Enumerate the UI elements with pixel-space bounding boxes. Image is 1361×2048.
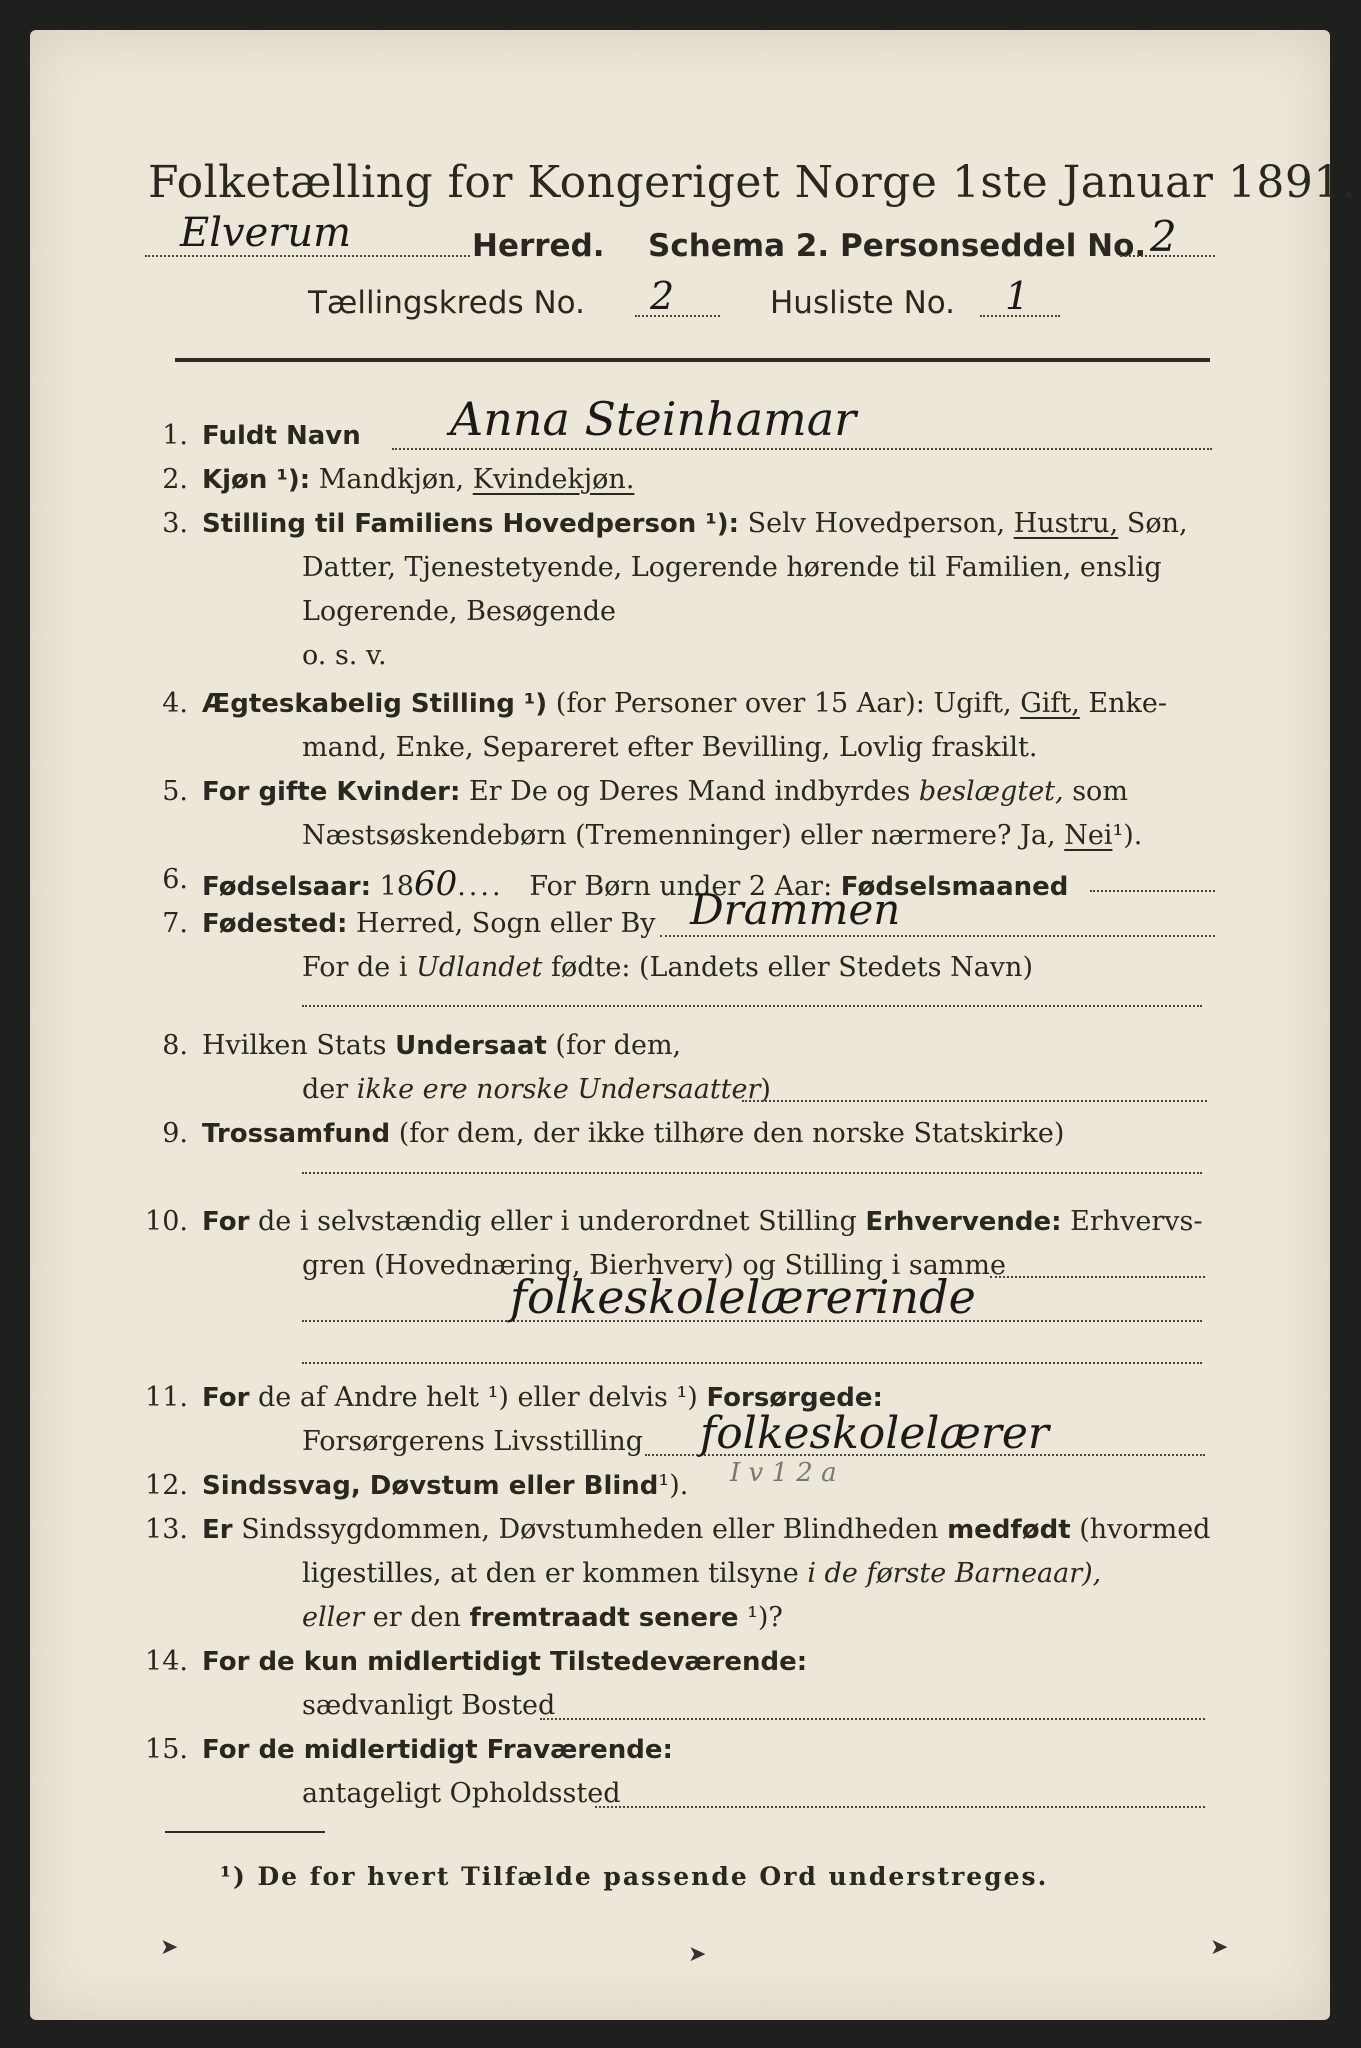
congenital-line3 <box>302 1602 783 1633</box>
birthyear-row: Fødselsaar: 1860.... For Børn under 2 Aar: Fødselsmaaned <box>202 864 1069 904</box>
disability-label: Sindssvag, Døvstum eller Blind <box>202 1471 659 1501</box>
kreds-value: 2 <box>650 274 675 318</box>
item-label <box>202 420 361 451</box>
gender-label: Kjøn ¹): <box>202 465 311 495</box>
under2-label: For Børn under 2 Aar: <box>529 871 833 902</box>
support-text: de af Andre helt ¹) eller delvis ¹) <box>258 1382 698 1413</box>
birthyear-prefix: 18 <box>379 871 414 902</box>
marital-text2: Enke- <box>1088 688 1167 719</box>
punch-mark-icon: ➤ <box>160 1935 179 1960</box>
temp-absent-row <box>202 1734 673 1765</box>
kinship-question: Næstsøskendebørn (Tremenninger) eller nærmere? Ja, <box>302 820 1056 851</box>
herred-value: Elverum <box>180 210 352 256</box>
disability-footref: ¹). <box>658 1470 689 1501</box>
occupation-line-c <box>302 1362 1202 1364</box>
congenital-er: Er <box>202 1515 233 1545</box>
birthmonth-line <box>1090 890 1215 892</box>
occupation-line2: gren (Hovednæring, Bierhverv) og Stilling i samme <box>302 1250 1007 1281</box>
congenital-italic: i de første Barneaar), <box>807 1558 1102 1589</box>
citizenship-line <box>742 1100 1207 1102</box>
foreign-line <box>302 1005 1202 1007</box>
congenital-text: Sindssygdommen, Døvstumheden eller Blindheden <box>241 1514 939 1545</box>
birthmonth-label: Fødselsmaaned <box>840 872 1069 902</box>
form-title: Folketælling for Kongeriget Norge 1ste Januar 1891. <box>148 157 1357 208</box>
congenital-label: medfødt <box>947 1515 1071 1545</box>
foreign-italic: Udlandet <box>416 952 543 983</box>
kinship-row <box>202 776 1128 807</box>
congenital-text2: (hvormed <box>1079 1514 1211 1545</box>
gender-female-underlined: Kvindekjøn. <box>472 464 635 495</box>
census-form-sheet <box>30 30 1357 2020</box>
item-number: 1. <box>162 420 188 451</box>
relation-text2: Søn, <box>1126 508 1188 539</box>
congenital-text3: ligestilles, at den er kommen tilsyne <box>302 1558 799 1589</box>
marital-text: (for Personer over 15 Aar): Ugift, <box>555 688 1012 719</box>
item-number: 9. <box>162 1118 188 1149</box>
marital-label: Ægteskabelig Stilling ¹) <box>202 689 548 719</box>
occupation-text2: Erhvervs- <box>1070 1206 1203 1237</box>
relation-line2: Datter, Tjenestetyende, Logerende hørende til Familien, enslig <box>302 552 1162 583</box>
item-number: 2. <box>162 464 188 495</box>
support-label: Forsørgede: <box>706 1383 883 1413</box>
congenital-later-label: fremtraadt senere <box>469 1603 739 1633</box>
congenital-footref: ¹)? <box>747 1602 783 1633</box>
item-number: 10. <box>145 1206 188 1237</box>
personseddel-value: 2 <box>1150 212 1177 261</box>
usual-residence-label: sædvanligt Bosted <box>302 1690 556 1721</box>
citizenship-italic: ikke ere norske Undersaatter <box>356 1074 761 1105</box>
relation-line4: o. s. v. <box>302 640 387 671</box>
occupation-row <box>202 1206 1203 1237</box>
footnote: ¹) De for hvert Tilfælde passende Ord understreges. <box>220 1862 1049 1891</box>
kinship-text2: som <box>1072 776 1128 807</box>
foreign-text2: fødte: (Landets eller Stedets Navn) <box>550 952 1033 983</box>
gender-row <box>202 464 634 495</box>
kreds-label: Tællingskreds No. <box>308 285 585 321</box>
schema-label: Schema 2. <box>648 228 830 264</box>
footnote-rule <box>165 1831 325 1833</box>
disability-row <box>202 1470 688 1501</box>
item-number: 3. <box>162 508 188 539</box>
religion-label: Trossamfund <box>202 1119 391 1149</box>
occupation-line-a <box>990 1276 1205 1278</box>
item-number: 4. <box>162 688 188 719</box>
relation-line3: Logerende, Besøgende <box>302 596 616 627</box>
foreign-text: For de i <box>302 952 408 983</box>
item-number: 7. <box>162 908 188 939</box>
occupation-value: folkeskolelærerinde <box>510 1270 976 1324</box>
herred-label: Herred. <box>472 228 605 264</box>
congenital-text4: er den <box>372 1602 461 1633</box>
citizenship-row <box>202 1030 681 1061</box>
foreign-row <box>302 952 1033 983</box>
header-rule <box>175 358 1210 362</box>
birthplace-label: Fødested: <box>202 909 348 939</box>
religion-row <box>202 1118 1064 1149</box>
item-number: 5. <box>162 776 188 807</box>
item-number: 12. <box>145 1470 188 1501</box>
relation-underlined: Hustru, <box>1013 508 1119 539</box>
gender-male: Mandkjøn, <box>318 464 465 495</box>
citizenship-line2: der ikke ere norske Undersaatter) <box>302 1074 771 1105</box>
birthplace-value: Drammen <box>690 885 901 934</box>
item-number: 14. <box>145 1646 188 1677</box>
birthplace-row <box>202 908 656 939</box>
occupation-text: de i selvstændig eller i underordnet Stilling <box>258 1206 857 1237</box>
marital-line2: mand, Enke, Separeret efter Bevilling, Lovlig fraskilt. <box>302 732 1038 763</box>
birthplace-text: Herred, Sogn eller By <box>355 908 656 939</box>
citizenship-der: der <box>302 1074 349 1105</box>
marital-underlined: Gift, <box>1020 688 1080 719</box>
birthplace-line <box>660 935 1215 937</box>
kinship-line2 <box>302 820 1142 851</box>
congenital-line2 <box>302 1558 1101 1589</box>
congenital-row <box>202 1514 1210 1545</box>
disability-pencil-note: I v 1 2 a <box>730 1458 837 1488</box>
birthyear-label: Fødselsaar: <box>202 872 371 902</box>
congenital-eller: eller <box>302 1602 365 1633</box>
religion-text: (for dem, der ikke tilhøre den norske Statskirke) <box>398 1118 1065 1149</box>
kinship-footref: ¹). <box>1112 820 1143 851</box>
punch-mark-icon: ➤ <box>688 1942 707 1967</box>
item-number: 15. <box>145 1734 188 1765</box>
support-line2: Forsørgerens Livsstilling <box>302 1426 644 1457</box>
support-for: For <box>202 1383 250 1413</box>
relation-label: Stilling til Familiens Hovedperson ¹): <box>202 509 740 539</box>
item-number: 13. <box>145 1514 188 1545</box>
citizenship-text2: (for dem, <box>555 1030 682 1061</box>
occupation-label: Erhvervende: <box>865 1207 1062 1237</box>
support-value: folkeskolelærer <box>700 1408 1049 1459</box>
probable-residence-line <box>595 1806 1205 1808</box>
relation-text: Selv Hovedperson, <box>747 508 1006 539</box>
kreds-line <box>635 315 720 317</box>
husliste-label: Husliste No. <box>770 285 956 321</box>
probable-residence-label: antageligt Opholdssted <box>302 1778 621 1809</box>
name-line <box>392 448 1212 450</box>
name-value: Anna Steinhamar <box>450 392 857 446</box>
punch-mark-icon: ➤ <box>1210 1935 1229 1960</box>
item-number: 11. <box>145 1382 188 1413</box>
name-label: Fuldt Navn <box>202 421 361 451</box>
item-number: 8. <box>162 1030 188 1061</box>
citizenship-text: Hvilken Stats <box>202 1030 387 1061</box>
kinship-italic: beslægtet, <box>918 776 1064 807</box>
usual-residence-line <box>540 1718 1205 1720</box>
birthyear-value: 60 <box>413 864 458 904</box>
temp-absent-label: For de midlertidigt Fraværende: <box>202 1735 673 1765</box>
husliste-value: 1 <box>1005 274 1030 318</box>
temp-present-label: For de kun midlertidigt Tilstedeværende: <box>202 1647 808 1677</box>
occupation-for: For <box>202 1207 250 1237</box>
citizenship-label: Undersaat <box>395 1031 547 1061</box>
temp-present-row <box>202 1646 807 1677</box>
item-number: 6. <box>162 864 188 895</box>
personseddel-label: Personseddel No. <box>840 228 1147 264</box>
relation-row <box>202 508 1188 539</box>
kinship-label: For gifte Kvinder: <box>202 777 461 807</box>
kinship-text: Er De og Deres Mand indbyrdes <box>468 776 911 807</box>
marital-row <box>202 688 1167 719</box>
religion-line <box>302 1172 1202 1174</box>
kinship-underlined: Nei <box>1064 820 1113 851</box>
